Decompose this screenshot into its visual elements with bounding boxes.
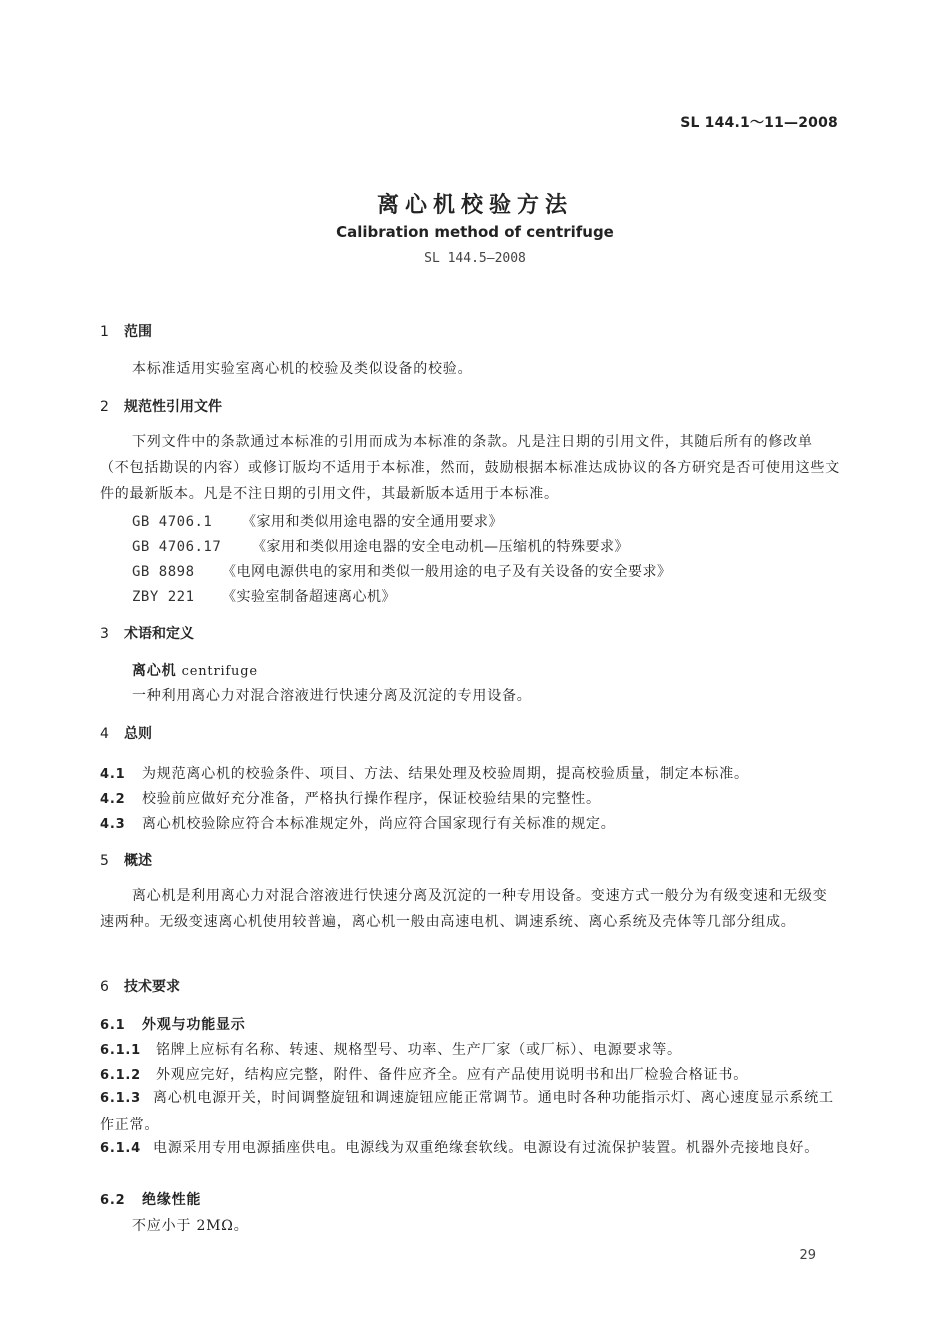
section-6-heading [100, 976, 840, 996]
subsection-6-2-text: 不应小于 2MΩ。 [132, 1218, 249, 1234]
reference-title: 《电网电源供电的家用和类似一般用途的电子及有关设备的安全要求》 [222, 564, 672, 580]
clause-item [100, 1064, 840, 1084]
clause-text: 外观应完好，结构应完整，附件、备件应齐全。应有产品使用说明书和出厂检验合格证书。 [156, 1067, 748, 1083]
clause-number: 6.1.1 [100, 1043, 142, 1058]
section-number: 6 [100, 979, 109, 995]
clause-number: 6.2 [100, 1193, 126, 1208]
section-number: 5 [100, 853, 109, 869]
clause-number: 4.2 [100, 792, 126, 807]
term-zh: 离心机 [132, 663, 177, 679]
section-title: 总则 [124, 726, 152, 742]
term-definition: 一种利用离心力对混合溶液进行快速分离及沉淀的专用设备。 [132, 688, 532, 704]
section-2-paragraph: 下列文件中的条款通过本标准的引用而成为本标准的条款。凡是注日期的引用文件，其随后所有的修改单（不包括勘误的内容）或修订版均不适用于本标准，然而，鼓励根据本标准达成协议的各方研究是否可使用这些文件的最新版本。凡是不注日期的引用文件，其最新版本适用于本标准。 [100, 434, 840, 502]
clause-item [100, 813, 840, 833]
reference-title: 《实验室制备超速离心机》 [222, 589, 396, 605]
section-1-text: 本标准适用实验室离心机的校验及类似设备的校验。 [132, 361, 473, 377]
subsection-6-1-heading [100, 1014, 840, 1034]
section-5-paragraph: 离心机是利用离心力对混合溶液进行快速分离及沉淀的一种专用设备。变速方式一般分为有级变速和无级变速两种。无级变速离心机使用较普遍，离心机一般由高速电机、调速系统、离心系统及壳体等几部分组成。 [100, 888, 828, 930]
section-title: 规范性引用文件 [124, 399, 222, 415]
clause-number: 6.1.2 [100, 1068, 142, 1083]
section-number: 2 [100, 399, 109, 415]
reference-code: GB 4706.17 [132, 539, 222, 555]
clause-item [100, 788, 840, 808]
clause-number: 4.3 [100, 817, 126, 832]
reference-item [132, 536, 629, 556]
document-title-zh: 离心机校验方法 [376, 193, 573, 218]
clause-item [100, 1135, 840, 1162]
document-title-en: Calibration method of centrifuge [336, 223, 614, 241]
reference-title: 《家用和类似用途电器的安全通用要求》 [242, 514, 503, 530]
section-title: 技术要求 [124, 979, 180, 995]
reference-item [132, 586, 396, 606]
clause-item [100, 1085, 840, 1138]
clause-item [100, 1039, 840, 1059]
term-entry [132, 660, 258, 680]
subsection-title: 外观与功能显示 [142, 1017, 246, 1033]
reference-code: ZBY 221 [132, 589, 195, 605]
standard-number: SL 144.5—2008 [424, 251, 526, 266]
section-3-heading [100, 623, 840, 643]
reference-item [132, 511, 503, 531]
clause-number: 6.1.4 [100, 1141, 142, 1156]
section-4-heading [100, 723, 840, 743]
section-title: 术语和定义 [124, 626, 194, 642]
subsection-title: 绝缘性能 [142, 1192, 202, 1208]
section-1-heading [100, 321, 840, 341]
section-number: 1 [100, 324, 109, 340]
clause-text: 离心机校验除应符合本标准规定外，尚应符合国家现行有关标准的规定。 [142, 816, 616, 832]
reference-item [132, 561, 672, 581]
section-title: 范围 [124, 324, 152, 340]
subsection-6-2-heading [100, 1189, 840, 1209]
reference-title: 《家用和类似用途电器的安全电动机—压缩机的特殊要求》 [252, 539, 629, 555]
clause-text: 校验前应做好充分准备，严格执行操作程序，保证校验结果的完整性。 [142, 791, 601, 807]
clause-number: 6.1 [100, 1018, 126, 1033]
clause-text: 为规范离心机的校验条件、项目、方法、结果处理及校验周期，提高校验质量，制定本标准。 [142, 766, 749, 782]
clause-text: 离心机电源开关，时间调整旋钮和调速旋钮应能正常调节。通电时各种功能指示灯、离心速度显示系统工作正常。 [100, 1090, 834, 1133]
clause-text: 电源采用专用电源插座供电。电源线为双重绝缘套软线。电源设有过流保护装置。机器外壳接地良好。 [153, 1140, 820, 1156]
section-number: 4 [100, 726, 109, 742]
section-title: 概述 [124, 853, 152, 869]
clause-text: 铭牌上应标有名称、转速、规格型号、功率、生产厂家（或厂标）、电源要求等。 [156, 1042, 682, 1058]
reference-code: GB 8898 [132, 564, 195, 580]
standard-series-code: SL 144.1～11—2008 [680, 115, 838, 131]
section-number: 3 [100, 626, 109, 642]
section-2-heading [100, 396, 840, 416]
term-en: centrifuge [181, 664, 258, 679]
page-number: 29 [799, 1248, 816, 1263]
clause-item [100, 763, 840, 783]
section-5-heading [100, 850, 840, 870]
reference-code: GB 4706.1 [132, 514, 213, 530]
clause-number: 4.1 [100, 767, 126, 782]
clause-number: 6.1.3 [100, 1091, 142, 1106]
